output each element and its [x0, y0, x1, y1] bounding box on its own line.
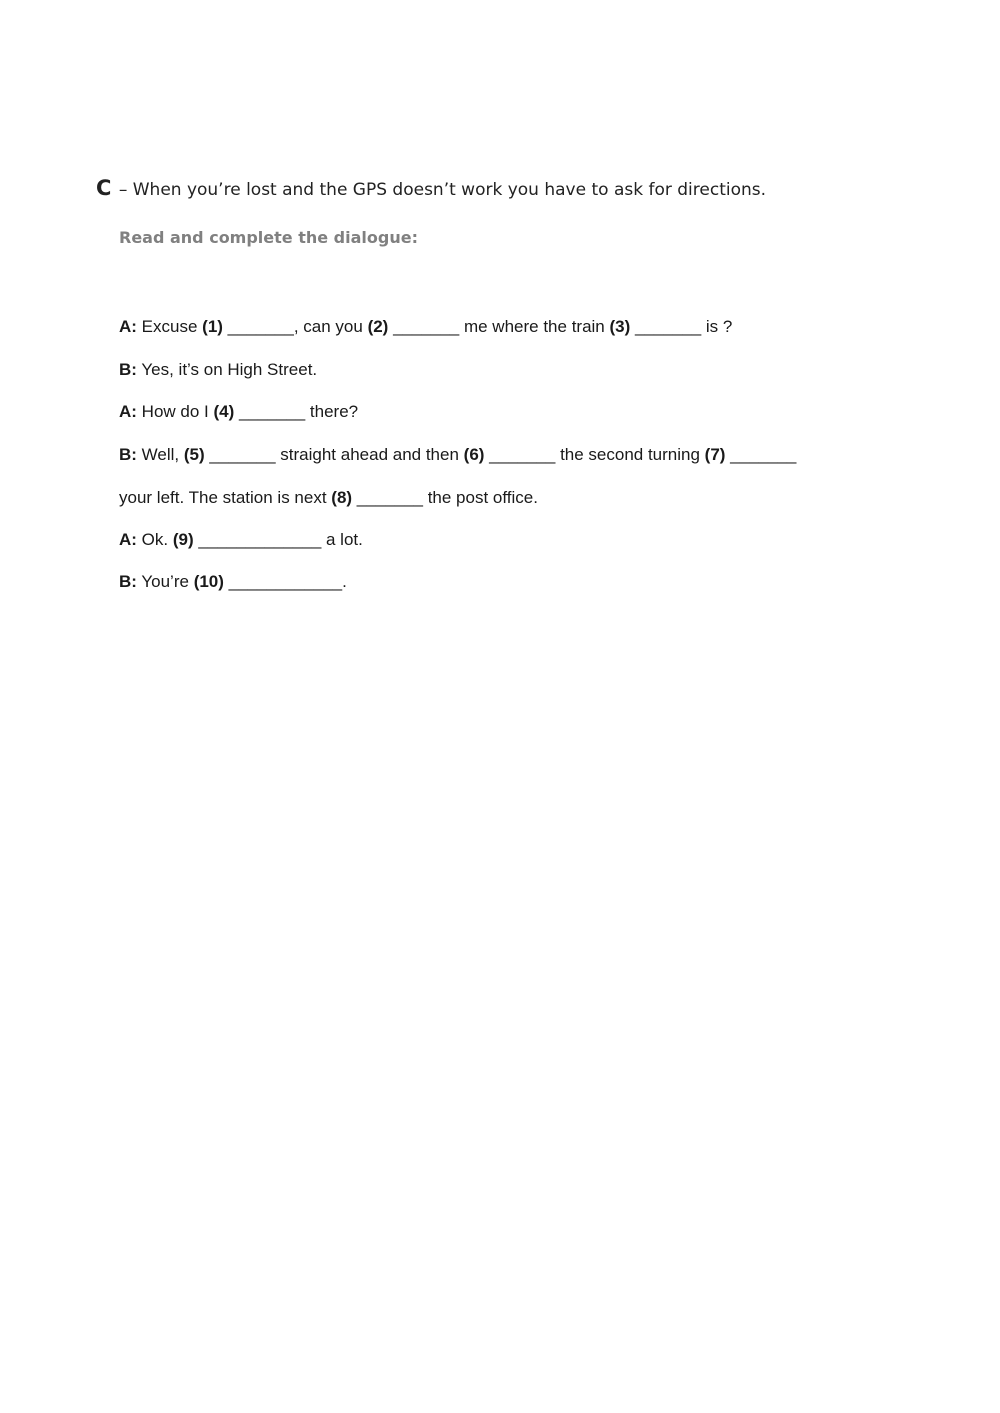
line-text: You’re	[136, 572, 194, 591]
line-text: _______ straight ahead and then	[204, 445, 464, 464]
line-text: _______, can you	[222, 317, 368, 336]
line-text: _______ me where the train	[388, 317, 610, 336]
section-heading	[96, 176, 766, 200]
line-text: your left. The station is next	[119, 488, 332, 507]
blank-number-7: (7)	[704, 445, 726, 464]
blank-number-10: (10)	[193, 572, 224, 591]
line-text: _______	[725, 445, 797, 464]
blank-number-8: (8)	[331, 488, 353, 507]
line-text: Ok.	[136, 530, 173, 549]
blank-number-4: (4)	[213, 402, 235, 421]
line-text: _______ is ?	[630, 317, 733, 336]
line-text: Yes, it’s on High Street.	[136, 360, 318, 379]
line-text: Well,	[136, 445, 184, 464]
speaker-label: A:	[119, 402, 137, 421]
line-text: ____________.	[223, 572, 347, 591]
line-text: _____________ a lot.	[193, 530, 363, 549]
speaker-label: B:	[119, 572, 137, 591]
line-text: _______ there?	[234, 402, 359, 421]
section-letter: C	[96, 176, 112, 200]
blank-number-1: (1)	[202, 317, 223, 336]
line-text: How do I	[136, 402, 214, 421]
speaker-label: A:	[119, 317, 137, 336]
blank-number-6: (6)	[463, 445, 485, 464]
dialogue-line-6	[119, 529, 363, 551]
speaker-label: B:	[119, 445, 137, 464]
dialogue-line-3	[119, 401, 358, 423]
blank-number-3: (3)	[609, 317, 631, 336]
blank-number-5: (5)	[183, 445, 205, 464]
dialogue-line-5	[119, 487, 538, 509]
blank-number-9: (9)	[172, 530, 194, 549]
line-text: _______ the second turning	[484, 445, 705, 464]
dialogue-line-7	[119, 571, 347, 593]
dialogue-line-4	[119, 444, 796, 466]
line-text: Excuse	[136, 317, 203, 336]
speaker-label: A:	[119, 530, 137, 549]
blank-number-2: (2)	[367, 317, 389, 336]
line-text: _______ the post office.	[352, 488, 538, 507]
section-intro: – When you’re lost and the GPS doesn’t work you have to ask for directions.	[113, 180, 767, 200]
dialogue-line-2	[119, 359, 317, 381]
dialogue-line-1	[119, 316, 732, 338]
instruction: Read and complete the dialogue:	[119, 228, 418, 247]
speaker-label: B:	[119, 360, 137, 379]
